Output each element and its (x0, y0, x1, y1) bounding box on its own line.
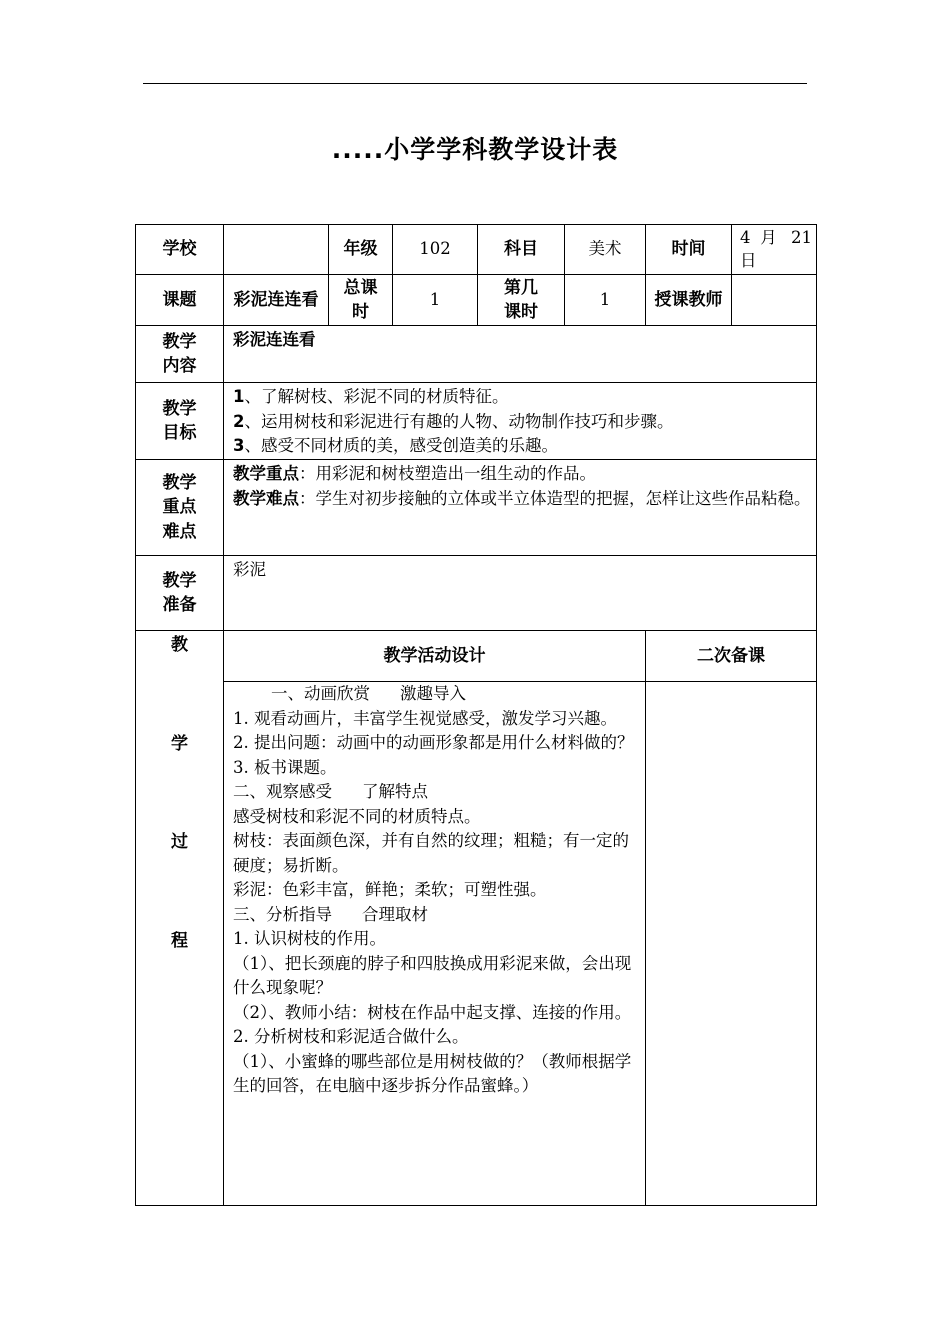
second-prep-body (646, 682, 817, 1206)
difficulty-text: ：学生对初步接触的立体或半立体造型的把握，怎样让这些作品粘稳。 (299, 488, 811, 508)
process-line: 3. 板书课题。 (233, 757, 337, 777)
row-process-header (136, 631, 817, 682)
process-line: （1）、小蜜蜂的哪些部位是用树枝做的？（教师根据学生的回答，在电脑中逐步拆分作品蜜蜂。） (233, 1051, 632, 1095)
process-line: 1. 观看动画片，丰富学生视觉感受，激发学习兴趣。 (233, 708, 617, 728)
second-prep-header: 二次备课 (646, 631, 817, 682)
process-line: （1）、把长颈鹿的脖子和四肢换成用彩泥来做，会出现什么现象呢？ (233, 953, 632, 997)
row-basic-info (136, 225, 817, 275)
process-label: 教 学 过 程 (136, 631, 224, 1206)
process-line: 感受树枝和彩泥不同的材质特点。 (233, 806, 481, 826)
goal-item: 3、感受不同材质的美，感受创造美的乐趣。 (233, 436, 558, 455)
process-line: 一、动画欣赏 激趣导入 (271, 684, 466, 703)
process-line: 2. 分析树枝和彩泥适合做什么。 (233, 1027, 469, 1046)
row-prep (136, 556, 817, 631)
lesson-number-value: 1 (565, 275, 646, 326)
teacher-label: 授课教师 (646, 275, 732, 326)
lesson-plan-table (135, 224, 817, 1206)
process-line: 二、观察感受 了解特点 (233, 782, 428, 801)
process-line: 1. 认识树枝的作用。 (233, 929, 386, 948)
keypoints-text (224, 460, 817, 556)
goals-list (224, 383, 817, 460)
row-topic (136, 275, 817, 326)
process-line: 三、分析指导 合理取材 (233, 904, 428, 924)
row-content (136, 326, 817, 383)
school-label: 学校 (136, 225, 224, 275)
page-title: .....小学学科教学设计表 (331, 135, 619, 164)
difficulty-label: 教学难点 (233, 488, 299, 508)
process-line: 2. 提出问题：动画中的动画形象都是用什么材料做的？ (233, 733, 634, 752)
total-lessons-value: 1 (393, 275, 478, 326)
row-process-body (136, 682, 817, 1206)
topic-label: 课题 (136, 275, 224, 326)
goal-item: 1、了解树枝、彩泥不同的材质特征。 (233, 387, 509, 406)
goal-item: 2、运用树枝和彩泥进行有趣的人物、动物制作技巧和步骤。 (233, 411, 674, 431)
school-value (224, 225, 329, 275)
subject-value: 美术 (565, 225, 646, 275)
total-lessons-label: 总课时 (329, 275, 393, 326)
topic-value: 彩泥连连看 (224, 275, 329, 326)
content-label: 教学内容 (136, 326, 224, 383)
keypoints-label: 教学重点难点 (136, 460, 224, 556)
time-value: 4 月 21 日 (732, 225, 817, 275)
activity-design-body (224, 682, 646, 1206)
teacher-value (732, 275, 817, 326)
process-line: （2）、教师小结：树枝在作品中起支撑、连接的作用。 (233, 1002, 632, 1022)
row-goals (136, 383, 817, 460)
goals-label: 教学目标 (136, 383, 224, 460)
process-line: 树枝：表面颜色深，并有自然的纹理；粗糙；有一定的硬度；易折断。 (233, 831, 629, 875)
activity-design-header: 教学活动设计 (224, 631, 646, 682)
subject-label: 科目 (478, 225, 565, 275)
key-point-label: 教学重点 (233, 464, 299, 483)
content-value: 彩泥连连看 (224, 326, 817, 383)
header-rule (143, 83, 807, 84)
time-label: 时间 (646, 225, 732, 275)
grade-value: 102 (393, 225, 478, 275)
key-point-text: ：用彩泥和树枝塑造出一组生动的作品。 (299, 464, 596, 483)
row-keypoints (136, 460, 817, 556)
grade-label: 年级 (329, 225, 393, 275)
lesson-number-label: 第几课时 (478, 275, 565, 326)
process-line: 彩泥：色彩丰富，鲜艳；柔软；可塑性强。 (233, 880, 547, 899)
prep-value: 彩泥 (224, 556, 817, 631)
prep-label: 教学准备 (136, 556, 224, 631)
